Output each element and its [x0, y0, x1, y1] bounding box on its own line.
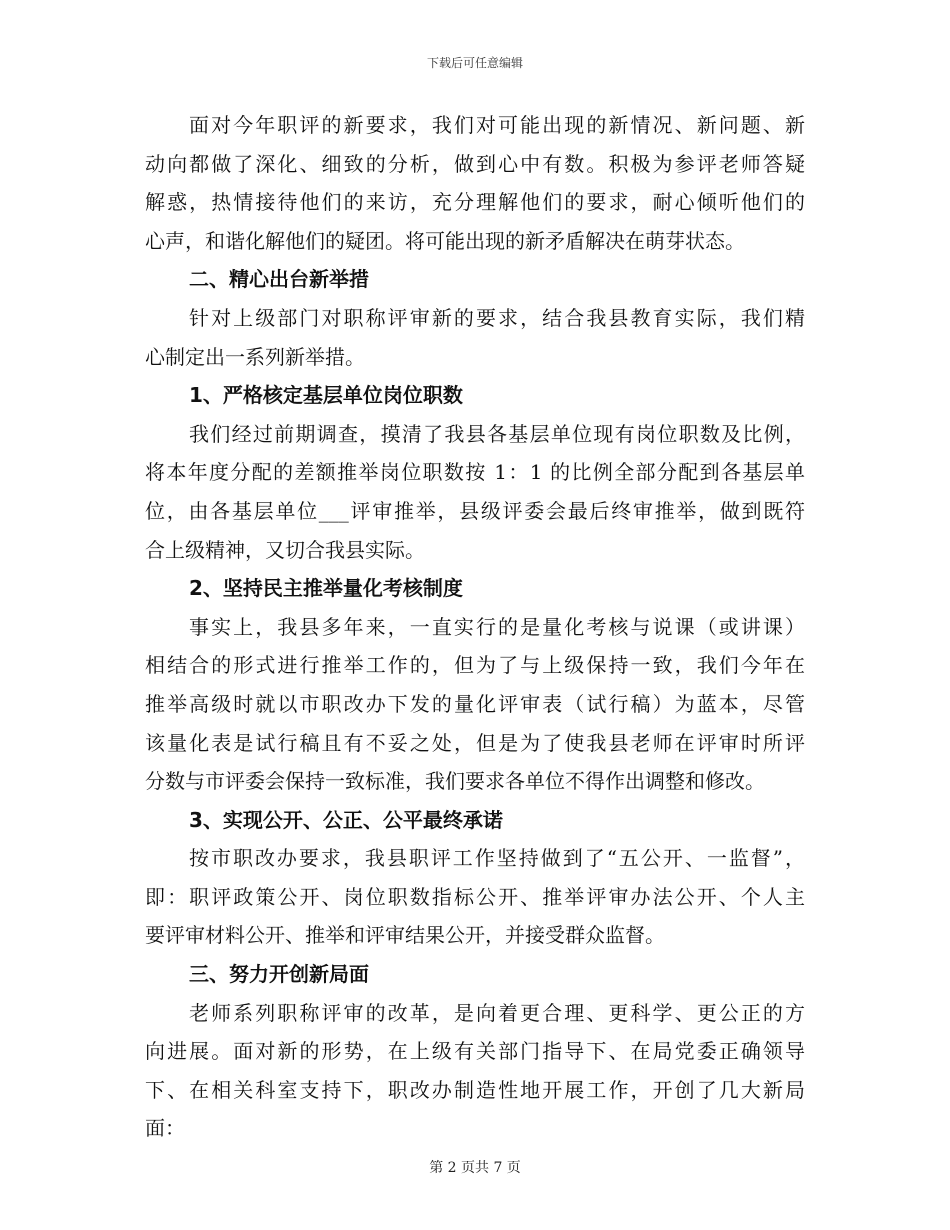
- text-line: 推举高级时就以市职改办下发的量化评审表（试行稿）为蓝本，尽管: [145, 691, 805, 716]
- subsection-heading: 2、坚持民主推举量化考核制度: [189, 576, 463, 601]
- text-line: 要评审材料公开、推举和评审结果公开，并接受群众监督。: [145, 923, 665, 948]
- text-line: 将本年度分配的差额推举岗位职数按 1：1 的比例全部分配到各基层单: [145, 460, 805, 485]
- text-line: 面对今年职评的新要求，我们对可能出现的新情况、新问题、新: [189, 113, 805, 137]
- text-line: 向进展。面对新的形势，在上级有关部门指导下、在局党委正确领导: [145, 1039, 805, 1064]
- text-line: 动向都做了深化、细致的分析，做到心中有数。积极为参评老师答疑: [145, 151, 805, 176]
- subsection-heading: 1、严格核定基层单位岗位职数: [189, 383, 463, 408]
- text-line: 相结合的形式进行推举工作的，但为了与上级保持一致，我们今年在: [145, 653, 805, 678]
- text-line: 下、在相关科室支持下，职改办制造性地开展工作，开创了几大新局: [145, 1077, 805, 1102]
- text-line: 老师系列职称评审的改革，是向着更合理、更科学、更公正的方: [189, 1000, 805, 1025]
- text-line: 按市职改办要求，我县职评工作坚持做到了“五公开、一监督”，: [189, 846, 805, 871]
- text-line: 心制定出一系列新举措。: [145, 344, 365, 369]
- section-heading: 三、努力开创新局面: [189, 962, 369, 987]
- page-number: 第 2 页共 7 页: [429, 1160, 521, 1176]
- text-line: 我们经过前期调查，摸清了我县各基层单位现有岗位职数及比例，: [189, 421, 805, 446]
- text-line: 面：: [145, 1116, 185, 1141]
- text-line: 分数与市评委会保持一致标准，我们要求各单位不得作出调整和修改。: [145, 769, 765, 794]
- text-line: 解惑，热情接待他们的来访，充分理解他们的要求，耐心倾听他们的: [145, 190, 805, 215]
- paragraph: [145, 608, 805, 801]
- paragraph: [145, 106, 805, 260]
- paragraph: [145, 994, 805, 1148]
- paragraph: [145, 839, 805, 955]
- text-line: 针对上级部门对职称评审新的要求，结合我县教育实际，我们精: [189, 305, 805, 330]
- paragraph: [145, 415, 805, 569]
- text-line: 心声，和谐化解他们的疑团。将可能出现的新矛盾解决在萌芽状态。: [145, 228, 745, 253]
- subsection-heading: 3、实现公开、公正、公平最终承诺: [189, 807, 503, 832]
- text-line: 合上级精神，又切合我县实际。: [145, 537, 425, 562]
- section-heading: 二、精心出台新举措: [189, 267, 369, 292]
- text-line: 即：职评政策公开、岗位职数指标公开、推举评审办法公开、个人主: [145, 884, 805, 909]
- text-line: 该量化表是试行稿且有不妥之处，但是为了使我县老师在评审时所评: [145, 730, 805, 755]
- text-line: 位，由各基层单位___评审推举，县级评委会最后终审推举，做到既符: [145, 498, 805, 523]
- document-body: [145, 106, 805, 1148]
- text-line: 事实上，我县多年来，一直实行的是量化考核与说课（或讲课）: [189, 614, 805, 639]
- paragraph: [145, 299, 805, 376]
- page-header-note: 下载后可任意编辑: [426, 56, 523, 70]
